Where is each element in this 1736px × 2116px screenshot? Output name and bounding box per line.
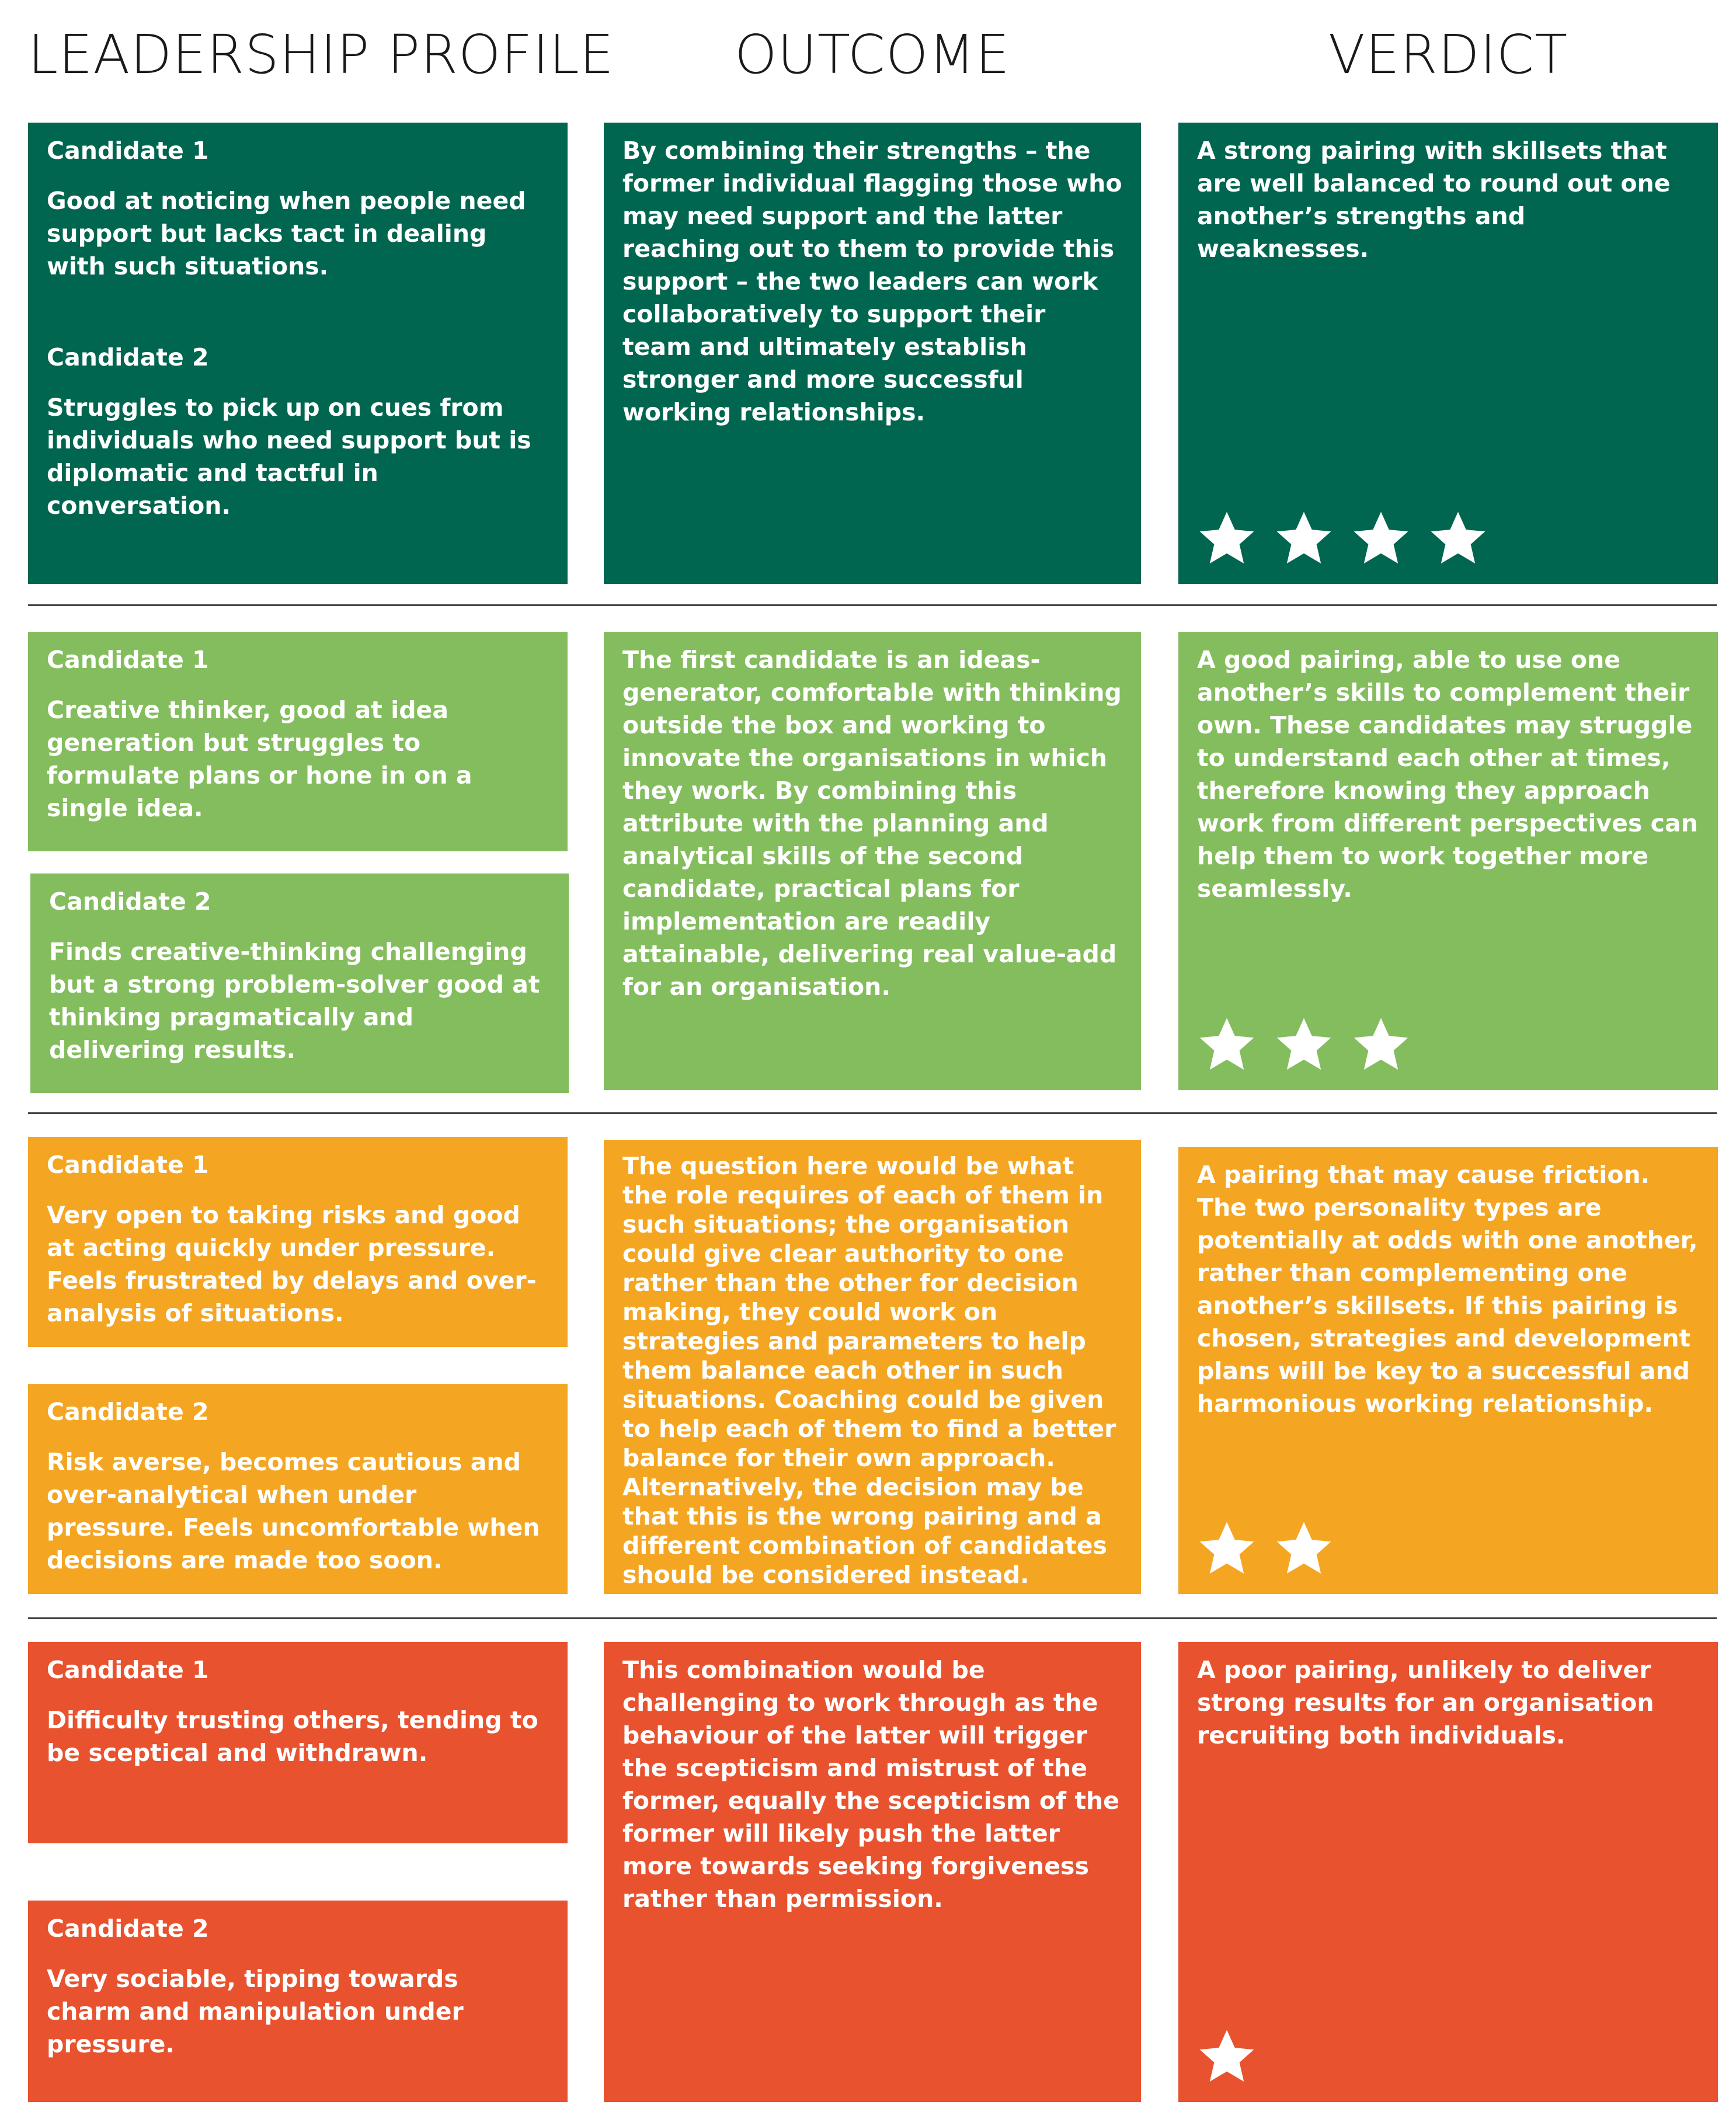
star-icon (1273, 508, 1335, 570)
row2-outcome-text: The first candidate is an ideas-generator, comfortable with thinking outside the box and working to innovate the organisations in which they work. By combining this attribute with the planning and analytical skills of the second candidate, practical plans for implementation are readily attainable, delivering real value-add for an organisation. (622, 646, 1122, 1001)
row2-verdict-text: A good pairing, able to use one another’s skills to complement their own. These candidates may struggle to understand each other at times, therefore knowing they approach work from different perspectives can help them to work together more seamlessly. (1197, 646, 1698, 903)
row1-profile-box (28, 123, 568, 584)
row1-candidate2-label: Candidate 2 (47, 343, 209, 371)
header-verdict: VERDICT (1328, 23, 1568, 86)
row2-outcome-box (604, 632, 1141, 1090)
row3-candidate2-description: Risk averse, becomes cautious and over-analytical when under pressure. Feels uncomfortable when decisions are made too soon. (47, 1448, 540, 1574)
row4-outcome-text: This combination would be challenging to work through as the behaviour of the latter will trigger the scepticism and mistrust of the former, equally the scepticism of the former will likely push the latter more towards seeking forgiveness rather than permission. (622, 1656, 1119, 1913)
row2-candidate1-description: Creative thinker, good at idea generation but struggles to formulate plans or hone in on a single idea. (47, 696, 472, 822)
star-icon (1196, 1518, 1258, 1580)
row4-candidate2-box (28, 1901, 568, 2102)
row4-candidate1-box (28, 1642, 568, 1843)
star-icon (1273, 1014, 1335, 1076)
row3-candidate2-box (28, 1384, 568, 1594)
row3-candidate2-label: Candidate 2 (47, 1398, 209, 1426)
star-icon (1350, 508, 1412, 570)
row2-candidate1-label: Candidate 1 (47, 646, 209, 674)
row2-candidate2-description: Finds creative-thinking challenging but a strong problem-solver good at thinking pragmatically and delivering results. (49, 938, 540, 1064)
row3-outcome-box (604, 1140, 1141, 1594)
row3-outcome-text: The question here would be what the role requires of each of them in such situations; the organisation could give clear authority to one rather than the other for decision making, they could work on strategies and parameters to help them balance each other in such situations. Coaching could be given to help each of them to find a better balance for their own approach. Alternatively, the decision may be that this is the wrong pairing and a different combination of candidates should be considered instead. (622, 1152, 1116, 1589)
row2-candidate2-label: Candidate 2 (49, 888, 211, 916)
row1-verdict-box (1178, 123, 1718, 584)
star-icon (1273, 1518, 1335, 1580)
row4-candidate2-label: Candidate 2 (47, 1915, 209, 1943)
row1-outcome-box (604, 123, 1141, 584)
row2-candidate2-box (30, 873, 569, 1093)
row2-verdict-box (1178, 632, 1718, 1090)
row1-candidate2-description: Struggles to pick up on cues from individuals who need support but is diplomatic and tactful in conversation. (47, 394, 531, 520)
row4-verdict-text: A poor pairing, unlikely to deliver strong results for an organisation recruiting both individuals. (1197, 1656, 1654, 1749)
row-divider (28, 604, 1717, 606)
row3-candidate1-description: Very open to taking risks and good at acting quickly under pressure. Feels frustrated by delays and over-analysis of situations. (47, 1201, 537, 1327)
row2-star-rating (1196, 1014, 1412, 1076)
row3-star-rating (1196, 1518, 1335, 1580)
row1-candidate1-label: Candidate 1 (47, 137, 209, 165)
star-icon (1350, 1014, 1412, 1076)
header-outcome: OUTCOME (735, 23, 1010, 86)
row1-candidate1-description: Good at noticing when people need support but lacks tact in dealing with such situations. (47, 187, 526, 280)
star-icon (1427, 508, 1489, 570)
row-divider (28, 1617, 1717, 1619)
star-icon (1196, 2026, 1258, 2088)
row4-outcome-box (604, 1642, 1141, 2102)
row4-verdict-box (1178, 1642, 1718, 2102)
row3-candidate1-label: Candidate 1 (47, 1151, 209, 1179)
row3-verdict-text: A pairing that may cause friction. The two personality types are potentially at odds with one another, rather than complementing one another’s skillsets. If this pairing is chosen, strategies and development plans will be key to a successful and harmonious working relationship. (1197, 1161, 1698, 1418)
row4-star-rating (1196, 2026, 1258, 2088)
row1-star-rating (1196, 508, 1489, 570)
row4-candidate2-description: Very sociable, tipping towards charm and manipulation under pressure. (47, 1965, 464, 2058)
row1-verdict-text: A strong pairing with skillsets that are well balanced to round out one another’s strengths and weaknesses. (1197, 137, 1671, 263)
row4-candidate1-description: Difficulty trusting others, tending to be sceptical and withdrawn. (47, 1706, 538, 1767)
header-leadership-profile: LEADERSHIP PROFILE (28, 23, 614, 86)
row-divider (28, 1112, 1717, 1114)
row3-verdict-box (1178, 1147, 1718, 1594)
star-icon (1196, 1014, 1258, 1076)
row1-outcome-text: By combining their strengths – the former individual flagging those who may need support and the latter reaching out to them to provide this support – the two leaders can work collaboratively to support their team and ultimately establish stronger and more successful working relationships. (622, 137, 1122, 426)
row3-candidate1-box (28, 1137, 568, 1347)
row2-candidate1-box (28, 632, 568, 851)
row4-candidate1-label: Candidate 1 (47, 1656, 209, 1684)
star-icon (1196, 508, 1258, 570)
